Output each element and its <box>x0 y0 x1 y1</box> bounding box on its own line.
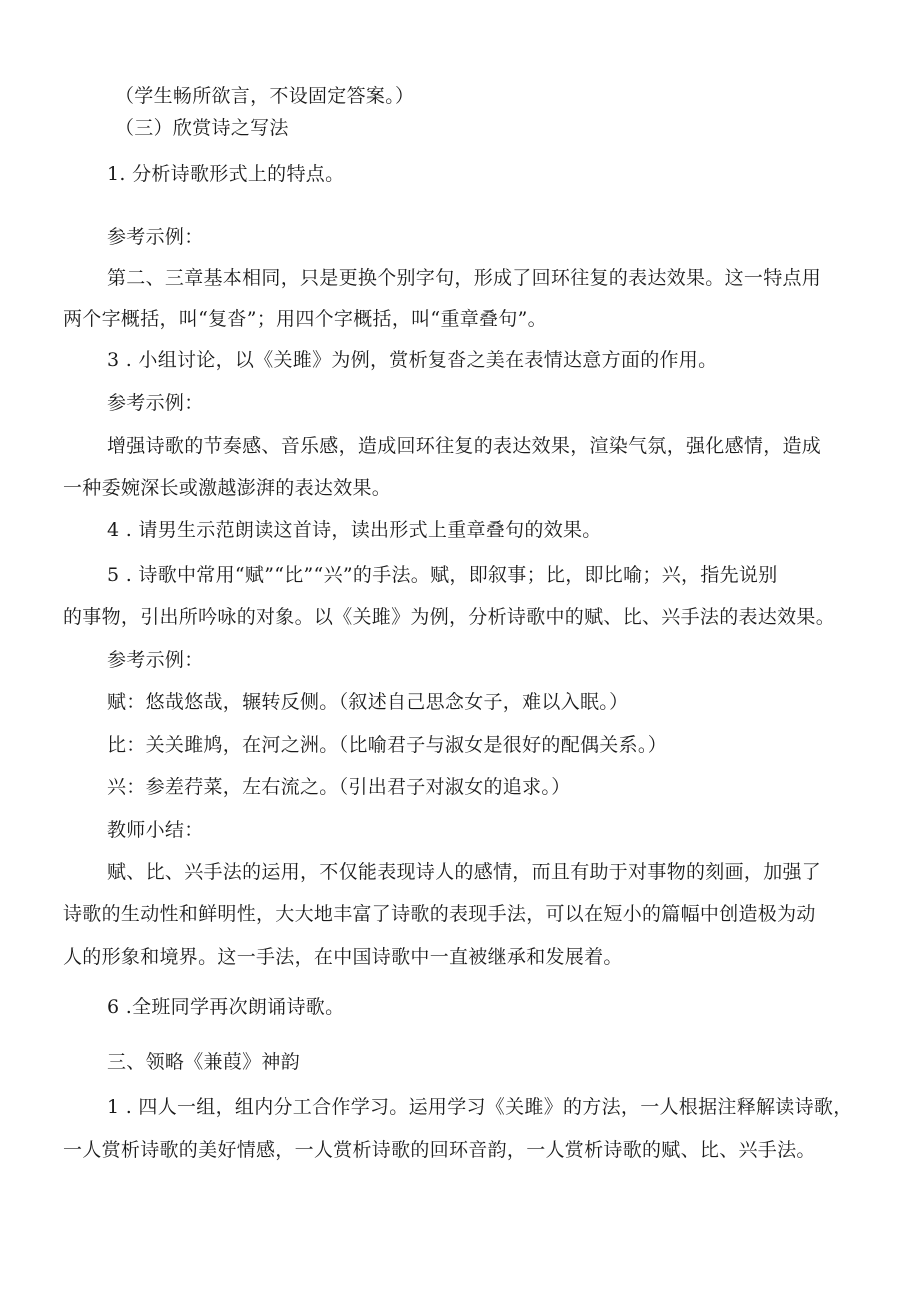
section-heading-writing: （三）欣赏诗之写法 <box>115 117 289 139</box>
teacher-summary-label: 教师小结： <box>107 819 204 841</box>
example-xing: 兴：参差荇菜，左右流之。（引出君子对淑女的追求。） <box>107 776 571 798</box>
paragraph-line: 一人赏析诗歌的美好情感，一人赏析诗歌的回环音韵，一人赏析诗歌的赋、比、兴手法。 <box>63 1139 816 1161</box>
answer-note: （学生畅所欲言，不设固定答案。） <box>115 85 415 107</box>
reference-label: 参考示例： <box>107 226 204 248</box>
paragraph-line: 增强诗歌的节奏感、音乐感，造成回环往复的表达效果，渲染气氛，强化感情，造成 <box>107 435 822 457</box>
question-3: 3 . 小组讨论，以《关雎》为例，赏析复沓之美在表情达意方面的作用。 <box>107 349 718 371</box>
paragraph-line: 的事物，引出所吟咏的对象。以《关雎》为例，分析诗歌中的赋、比、兴手法的表达效果。 <box>63 606 836 628</box>
question-5: 5 . 诗歌中常用“赋”“比”“兴”的手法。赋，即叙事；比，即比喻；兴，指先说别 <box>107 564 778 586</box>
paragraph-line: 人的形象和境界。这一手法，在中国诗歌中一直被继承和发展着。 <box>63 946 623 968</box>
paragraph-line: 两个字概括，叫“复沓”；用四个字概括，叫“重章叠句”。 <box>63 308 547 330</box>
paragraph-line: 第二、三章基本相同，只是更换个别字句，形成了回环往复的表达效果。这一特点用 <box>107 267 822 289</box>
paragraph-line: 诗歌的生动性和鲜明性，大大地丰富了诗歌的表现手法，可以在短小的篇幅中创造极为动 <box>63 903 816 925</box>
example-bi: 比：关关雎鸠，在河之洲。（比喻君子与淑女是很好的配偶关系。） <box>107 734 668 756</box>
task-1: 1 . 四人一组，组内分工合作学习。运用学习《关雎》的方法，一人根据注释解读诗歌， <box>107 1096 853 1118</box>
question-4: 4 . 请男生示范朗读这首诗，读出形式上重章叠句的效果。 <box>107 519 602 541</box>
question-6: 6 .全班同学再次朗诵诗歌。 <box>107 996 345 1018</box>
example-fu: 赋：悠哉悠哉，辗转反侧。（叙述自己思念女子，难以入眠。） <box>107 691 629 713</box>
section-heading-jianjia: 三、领略《兼葭》神韵 <box>107 1051 301 1073</box>
reference-label: 参考示例： <box>107 649 204 671</box>
paragraph-line: 一种委婉深长或激越澎湃的表达效果。 <box>63 477 392 499</box>
reference-label: 参考示例： <box>107 392 204 414</box>
question-1: 1. 分析诗歌形式上的特点。 <box>107 163 345 185</box>
paragraph-line: 赋、比、兴手法的运用，不仅能表现诗人的感情，而且有助于对事物的刻画，加强了 <box>107 861 822 883</box>
